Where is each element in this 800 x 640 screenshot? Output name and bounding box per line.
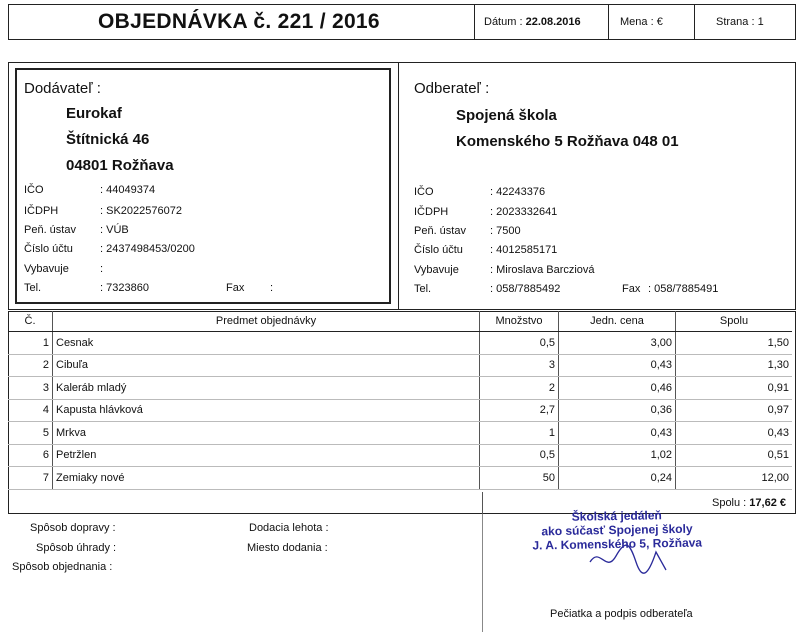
row-unit-price: 0,24 [559,467,676,490]
supplier-handler-value: : [100,263,104,275]
row-total: 0,91 [676,377,793,400]
table-row [8,332,792,355]
row-item: Zemiaky nové [53,467,480,490]
supplier-street: Štítnická 46 [66,131,150,148]
date-label: Dátum : [484,16,523,28]
customer-fax-value: : 058/7885491 [648,283,719,295]
supplier-tel-label: Tel. [24,282,42,294]
customer-tel-label: Tel. [414,283,432,295]
row-index: 2 [8,354,53,377]
supplier-fax-value: : [270,282,274,294]
supplier-account-label: Číslo účtu [24,243,73,255]
date-value: 22.08.2016 [525,16,581,28]
currency-field [620,16,663,28]
row-item: Kapusta hlávková [53,399,480,422]
customer-ico-value: : 42243376 [490,186,546,198]
signature-label: Pečiatka a podpis odberateľa [550,608,693,620]
row-item: Cesnak [53,332,480,355]
customer-bank-value: : 7500 [490,225,521,237]
document-title: OBJEDNÁVKA č. 221 / 2016 [98,10,380,33]
currency-value: € [656,16,663,28]
row-item: Cibuľa [53,354,480,377]
header-divider-1 [474,4,475,40]
sum-value: 17,62 € [749,497,786,509]
customer-ico-label: IČO [414,186,434,198]
row-item: Kaleráb mladý [53,377,480,400]
customer-address: Komenského 5 Rožňava 048 01 [456,133,679,150]
customer-handler-value: : Miroslava Barcziová [490,264,595,276]
supplier-ico-value: : 44049374 [100,184,156,196]
currency-label: Mena : [620,16,654,28]
row-unit-price: 3,00 [559,332,676,355]
supplier-fax-label: Fax [226,282,245,294]
row-quantity: 3 [480,354,559,377]
supplier-name: Eurokaf [66,105,122,122]
page-value: 1 [757,16,764,28]
header-divider-3 [694,4,695,40]
row-index: 3 [8,377,53,400]
customer-icdph-label: IČDPH [414,206,449,218]
items-header-row [8,311,792,332]
delivery-place-label: Miesto dodania : [247,542,328,554]
row-index: 7 [8,467,53,490]
row-item: Petržlen [53,444,480,467]
supplier-account-value: : 2437498453/0200 [100,243,195,255]
row-quantity: 2 [480,377,559,400]
sum-label: Spolu : [711,497,747,509]
col-header-item: Predmet objednávky [53,311,480,332]
row-index: 4 [8,399,53,422]
signature-scribble [586,540,676,580]
supplier-icdph-value: : SK2022576072 [100,205,182,217]
supplier-icdph-label: IČDPH [24,205,59,217]
supplier-box [15,68,391,304]
row-quantity: 0,5 [480,444,559,467]
col-header-quantity: Množstvo [480,311,559,332]
customer-handler-label: Vybavuje [414,264,459,276]
supplier-bank-label: Peň. ústav [24,224,76,236]
row-total: 0,51 [676,444,793,467]
table-row [8,422,792,445]
sum-row-divider [482,492,483,514]
row-total: 0,97 [676,399,793,422]
row-total: 0,43 [676,422,793,445]
page-field [716,16,764,28]
footer-divider [482,514,483,632]
parties-divider [398,62,399,310]
table-row [8,354,792,377]
row-index: 1 [8,332,53,355]
stamp-line-3: J. A. Komenského 5, Rožňava [532,535,703,553]
col-header-index: Č. [8,311,53,332]
customer-fax-label: Fax [622,283,641,295]
supplier-ico-label: IČO [24,184,44,196]
col-header-unit-price: Jedn. cena [559,311,676,332]
header-divider-2 [608,4,609,40]
delivery-term-label: Dodacia lehota : [249,522,329,534]
customer-heading: Odberateľ : [414,80,490,97]
row-total: 1,50 [676,332,793,355]
supplier-handler-label: Vybavuje [24,263,69,275]
customer-bank-label: Peň. ústav [414,225,466,237]
row-total: 1,30 [676,354,793,377]
customer-account-value: : 4012585171 [490,244,558,256]
row-unit-price: 0,36 [559,399,676,422]
supplier-bank-value: : VÚB [100,224,129,236]
supplier-tel-value: : 7323860 [100,282,149,294]
supplier-city: 04801 Rožňava [66,157,174,174]
row-unit-price: 0,43 [559,422,676,445]
row-unit-price: 0,46 [559,377,676,400]
items-table [8,311,792,490]
row-index: 6 [8,444,53,467]
row-unit-price: 0,43 [559,354,676,377]
table-row [8,399,792,422]
row-total: 12,00 [676,467,793,490]
row-quantity: 0,5 [480,332,559,355]
col-header-total: Spolu [676,311,793,332]
transport-label: Spôsob dopravy : [30,522,116,534]
customer-name: Spojená škola [456,107,557,124]
date-field [484,16,581,28]
row-quantity: 1 [480,422,559,445]
row-index: 5 [8,422,53,445]
supplier-heading: Dodávateľ : [24,80,101,97]
customer-tel-value: : 058/7885492 [490,283,561,295]
page-label: Strana : [716,16,755,28]
row-unit-price: 1,02 [559,444,676,467]
stamp-line-2: ako súčasť Spojenej školy [541,521,693,539]
table-row [8,377,792,400]
customer-account-label: Číslo účtu [414,244,463,256]
customer-icdph-value: : 2023332641 [490,206,558,218]
table-row [8,467,792,490]
payment-label: Spôsob úhrady : [36,542,117,554]
row-item: Mrkva [53,422,480,445]
stamp-line-1: Školská jedáleň [571,508,662,524]
row-quantity: 50 [480,467,559,490]
row-quantity: 2,7 [480,399,559,422]
table-row [8,444,792,467]
order-method-label: Spôsob objednania : [12,561,113,573]
